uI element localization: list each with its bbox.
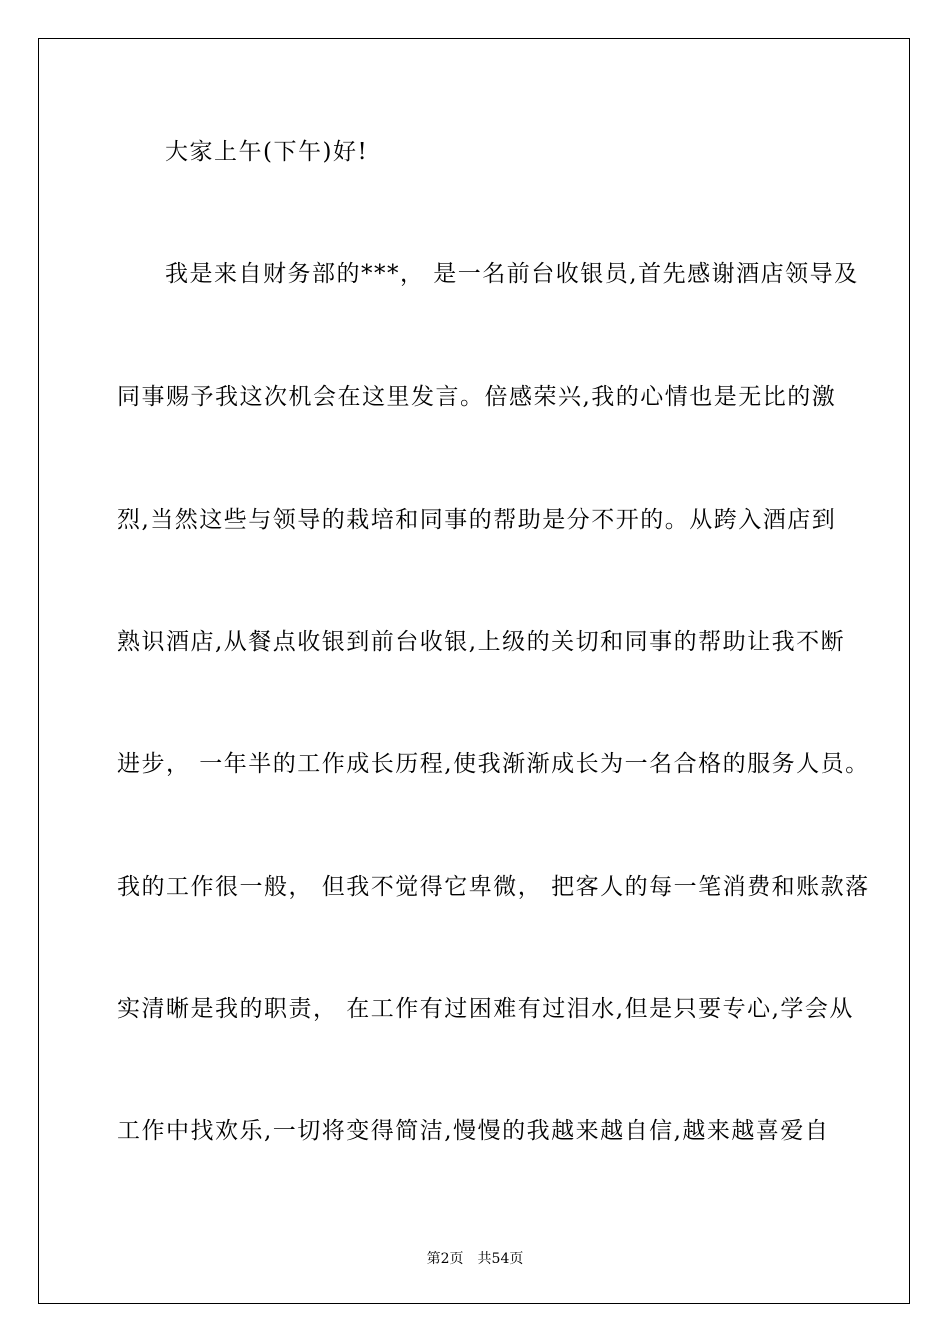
body-line: 熟识酒店,从餐点收银到前台收银,上级的关切和同事的帮助让我不断 xyxy=(117,629,846,655)
body-line: 实清晰是我的职责， 在工作有过困难有过泪水,但是只要专心,学会从 xyxy=(117,996,854,1022)
body-line: 烈,当然这些与领导的栽培和同事的帮助是分不开的。从跨入酒店到 xyxy=(117,507,837,533)
greeting-line: 大家上午(下午)好! xyxy=(165,139,369,165)
body-line: 同事赐予我这次机会在这里发言。倍感荣兴,我的心情也是无比的激 xyxy=(117,384,837,410)
body-line: 我是来自财务部的***， 是一名前台收银员,首先感谢酒店领导及 xyxy=(165,261,859,287)
page-number: 第2页 xyxy=(426,1251,464,1267)
page-frame xyxy=(38,38,910,1304)
body-line: 进步， 一年半的工作成长历程,使我渐渐成长为一名合格的服务人员。 xyxy=(117,751,870,777)
body-line: 我的工作很一般， 但我不觉得它卑微， 把客人的每一笔消费和账款落 xyxy=(117,874,870,900)
body-line: 工作中找欢乐,一切将变得简洁,慢慢的我越来越自信,越来越喜爱自 xyxy=(117,1118,830,1144)
page-footer xyxy=(39,1248,911,1268)
page-total: 共54页 xyxy=(477,1251,524,1267)
